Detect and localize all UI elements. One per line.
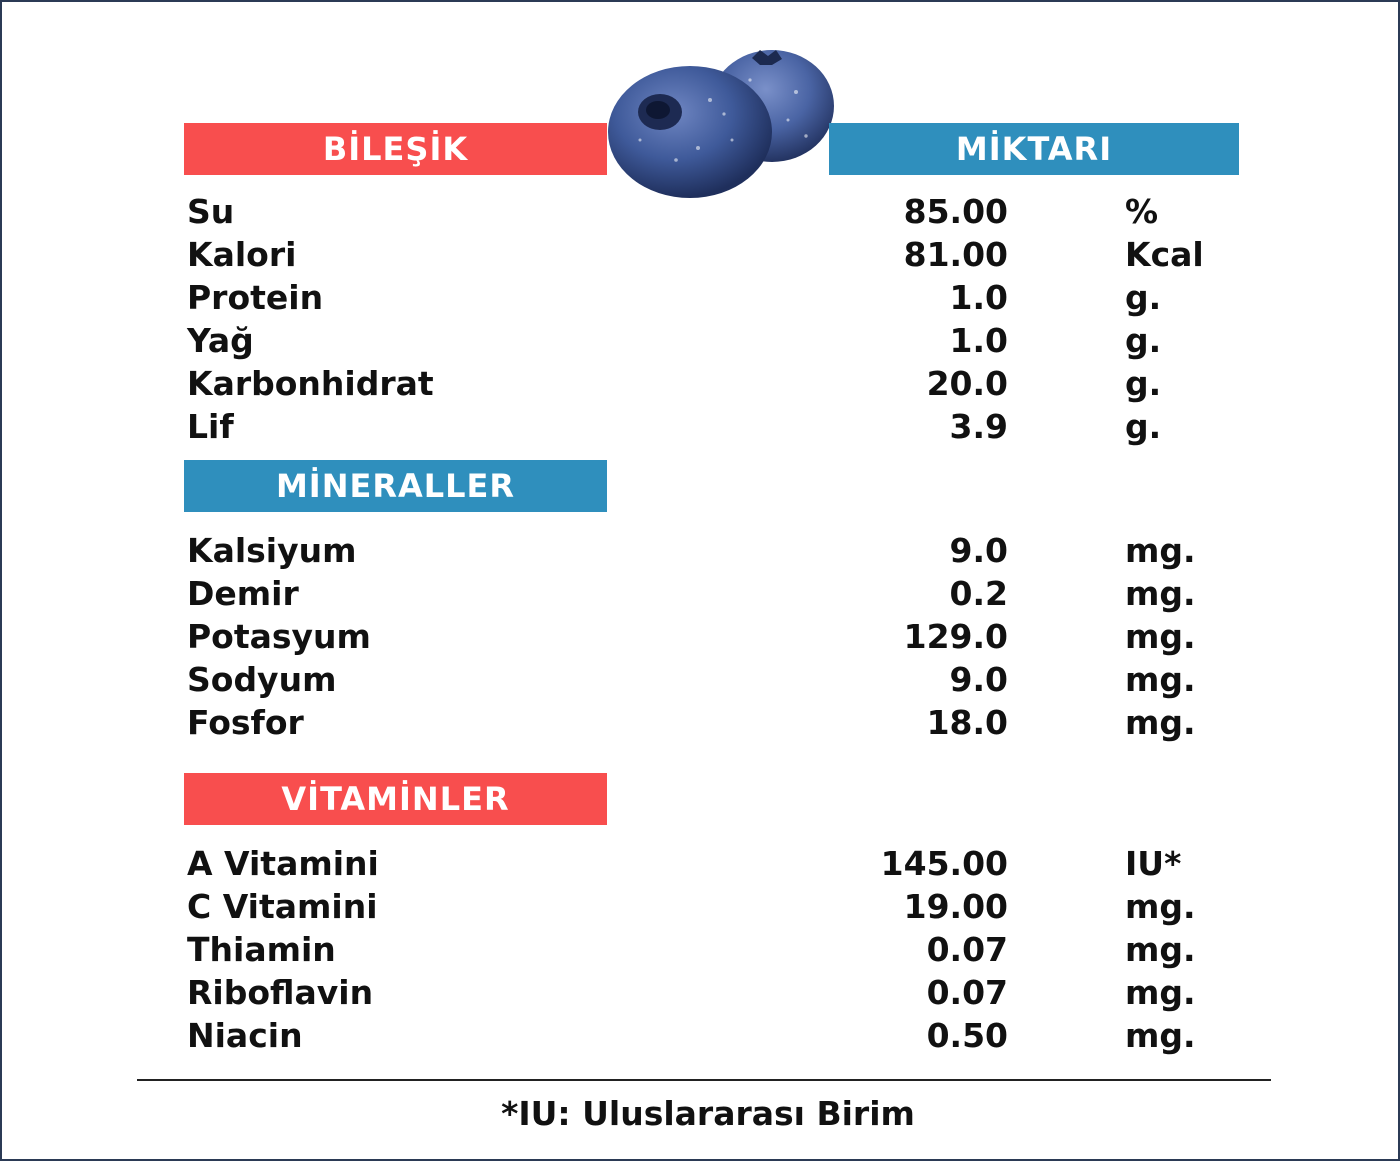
row-unit: g. — [1125, 278, 1162, 317]
row-value: 85.00 — [903, 192, 1008, 231]
table-row — [0, 658, 1400, 701]
table-row — [0, 1014, 1400, 1057]
row-value: 0.50 — [926, 1016, 1008, 1055]
row-value: 145.00 — [880, 844, 1008, 883]
row-name: Sodyum — [187, 660, 337, 699]
table-row — [0, 971, 1400, 1014]
row-unit: mg. — [1125, 617, 1196, 656]
table-row — [0, 529, 1400, 572]
row-value: 0.07 — [926, 930, 1008, 969]
vitamins-header: VİTAMİNLER — [184, 773, 607, 825]
row-value: 18.0 — [926, 703, 1008, 742]
row-value: 19.00 — [903, 887, 1008, 926]
row-value: 9.0 — [949, 660, 1008, 699]
row-unit: mg. — [1125, 531, 1196, 570]
row-value: 3.9 — [949, 407, 1008, 446]
row-unit: mg. — [1125, 660, 1196, 699]
table-row — [0, 405, 1400, 448]
row-name: Yağ — [187, 321, 254, 360]
row-name: Potasyum — [187, 617, 371, 656]
row-unit: % — [1125, 192, 1159, 231]
row-value: 0.07 — [926, 973, 1008, 1012]
row-value: 1.0 — [949, 278, 1008, 317]
row-unit: mg. — [1125, 1016, 1196, 1055]
row-name: Thiamin — [187, 930, 336, 969]
row-unit: mg. — [1125, 930, 1196, 969]
row-unit: Kcal — [1125, 235, 1204, 274]
amount-header: MİKTARI — [829, 123, 1239, 175]
table-row — [0, 319, 1400, 362]
row-name: C Vitamini — [187, 887, 378, 926]
row-unit: g. — [1125, 364, 1162, 403]
row-unit: mg. — [1125, 973, 1196, 1012]
table-row — [0, 701, 1400, 744]
row-name: Kalori — [187, 235, 297, 274]
table-row — [0, 928, 1400, 971]
table-row — [0, 842, 1400, 885]
row-value: 0.2 — [949, 574, 1008, 613]
table-row — [0, 362, 1400, 405]
row-name: A Vitamini — [187, 844, 379, 883]
footnote-divider — [137, 1079, 1271, 1081]
row-name: Niacin — [187, 1016, 303, 1055]
minerals-header: MİNERALLER — [184, 460, 607, 512]
row-value: 9.0 — [949, 531, 1008, 570]
row-name: Riboflavin — [187, 973, 374, 1012]
table-row — [0, 572, 1400, 615]
row-value: 129.0 — [903, 617, 1008, 656]
row-unit: mg. — [1125, 574, 1196, 613]
row-unit: g. — [1125, 321, 1162, 360]
row-unit: IU* — [1125, 844, 1182, 883]
footnote: *IU: Uluslararası Birim — [501, 1094, 915, 1133]
row-name: Protein — [187, 278, 324, 317]
table-row — [0, 276, 1400, 319]
row-value: 1.0 — [949, 321, 1008, 360]
row-value: 81.00 — [903, 235, 1008, 274]
table-row — [0, 615, 1400, 658]
row-unit: mg. — [1125, 887, 1196, 926]
table-row — [0, 233, 1400, 276]
compound-header: BİLEŞİK — [184, 123, 607, 175]
row-name: Demir — [187, 574, 299, 613]
row-name: Kalsiyum — [187, 531, 357, 570]
row-unit: mg. — [1125, 703, 1196, 742]
row-name: Lif — [187, 407, 234, 446]
table-row — [0, 190, 1400, 233]
row-name: Karbonhidrat — [187, 364, 434, 403]
row-value: 20.0 — [926, 364, 1008, 403]
blueberries-image — [600, 40, 840, 200]
table-row — [0, 885, 1400, 928]
row-name: Su — [187, 192, 235, 231]
row-name: Fosfor — [187, 703, 304, 742]
row-unit: g. — [1125, 407, 1162, 446]
